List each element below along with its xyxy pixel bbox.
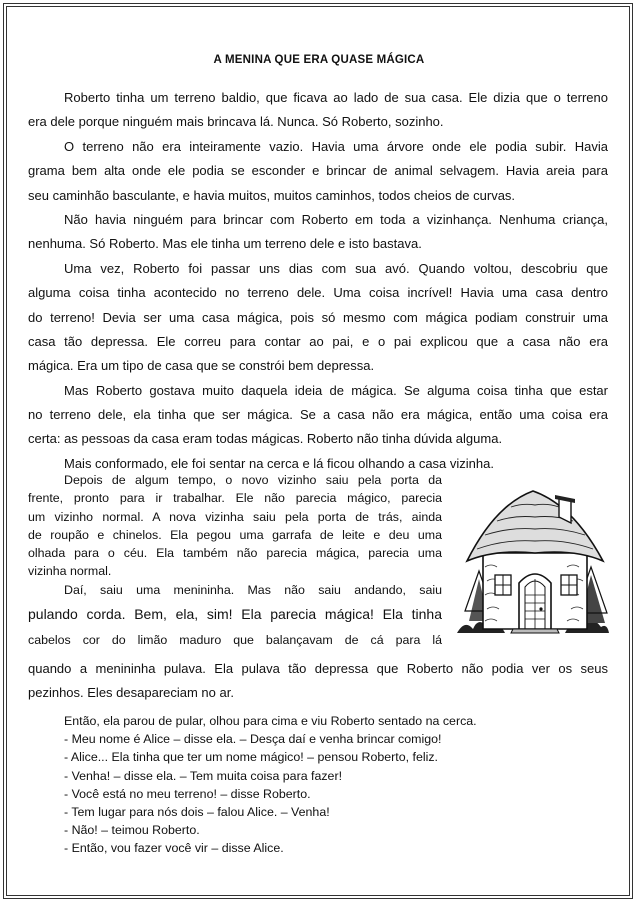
paragraph-2-line-1: O terreno não era inteiramente vazio. Havia uma árvore onde ele podia subir. Havia bbox=[64, 138, 608, 154]
paragraph-1-line-1: Roberto tinha um terreno baldio, que ficava ao lado de sua casa. Ele dizia que o terreno bbox=[64, 90, 608, 105]
wrapped-paragraph-1-line-1: Depois de algum tempo, o novo vizinho saiu pela porta da bbox=[64, 473, 442, 487]
paragraph-5-line-3: certa: as pessoas da casa eram todas mágicas. Roberto não tinha dúvida alguma. bbox=[28, 431, 503, 447]
paragraph-2-line-3: seu caminhão basculante, e havia muitos, muitos caminhos, todos cheios de curvas. bbox=[28, 187, 516, 203]
tail-line-1: quando a menininha pulava. Ela pulava tão depressa que Roberto não podia ver os seus bbox=[28, 661, 608, 676]
paragraph-4-line-2: alguma coisa tinha acontecido no terreno dele. Uma coisa incrível! Havia uma casa dentro bbox=[28, 285, 608, 301]
story-body-wrapped bbox=[28, 471, 442, 651]
paragraph-5-line-1: Mas Roberto gostava muito daquela ideia de mágica. Se alguma coisa tinha que estar bbox=[64, 382, 608, 398]
paragraph-4-line-3: do terreno! Devia ser uma casa mágica, pois só mesmo com mágica podiam construir uma bbox=[28, 309, 608, 325]
paragraph-4-line-4: casa tão depressa. Ele correu para contar ao pai, e o pai explicou que a casa não era bbox=[28, 333, 608, 349]
dialog-line-6: - Tem lugar para nós dois – falou Alice. – Venha! bbox=[64, 804, 330, 819]
wrapped-paragraph-1-line-3: um vizinho normal. A nova vizinha saiu pela porta de trás, ainda bbox=[28, 509, 442, 524]
wrapped-paragraph-2-line-3: cabelos cor do limão maduro que balançavam de cá para lá bbox=[28, 633, 442, 648]
wrapped-paragraph-1-line-2: frente, pronto para ir trabalhar. Ele não parecia mágico, parecia bbox=[28, 491, 442, 506]
paragraph-2-line-2: grama bem alta onde ele podia se esconder e brincar de animal selvagem. Havia areia para bbox=[28, 163, 608, 179]
dialog-line-1: Então, ela parou de pular, olhou para cima e viu Roberto sentado na cerca. bbox=[64, 714, 477, 728]
story-title: A MENINA QUE ERA QUASE MÁGICA bbox=[213, 54, 425, 66]
paragraph-1-line-2: era dele porque ninguém mais brincava lá. Nunca. Só Roberto, sozinho. bbox=[28, 114, 444, 130]
story-dialog bbox=[64, 712, 604, 858]
paragraph-3-line-2: nenhuma. Só Roberto. Mas ele tinha um terreno dele e isto bastava. bbox=[28, 236, 422, 252]
paragraph-4-line-1: Uma vez, Roberto foi passar uns dias com sua avó. Quando voltou, descobriu que bbox=[64, 260, 608, 276]
paragraph-3-line-1: Não havia ninguém para brincar com Roberto em toda a vizinhança. Nenhuma criança, bbox=[64, 211, 608, 227]
wrapped-paragraph-1-line-5: olhada para o céu. Ela também não parecia mágica, parecia uma bbox=[28, 546, 442, 561]
dialog-line-2: - Meu nome é Alice – disse ela. – Desça daí e venha brincar comigo! bbox=[64, 732, 442, 747]
wrapped-paragraph-2-line-2: pulando corda. Bem, ela, sim! Ela parecia mágica! Ela tinha bbox=[28, 606, 442, 623]
wrapped-paragraph-1-line-6: vizinha normal. bbox=[28, 564, 112, 579]
story-body-upper bbox=[28, 88, 608, 478]
wrapped-paragraph-2-line-1: Daí, saiu uma menininha. Mas não saiu andando, saiu bbox=[64, 582, 442, 597]
tail-line-2: pezinhos. Eles desapareciam no ar. bbox=[28, 685, 234, 701]
dialog-line-3: - Alice... Ela tinha que ter um nome mágico! – pensou Roberto, feliz. bbox=[64, 750, 438, 765]
house-illustration-icon bbox=[455, 483, 611, 635]
paragraph-6-line-1: Mais conformado, ele foi sentar na cerca e lá ficou olhando a casa vizinha. bbox=[64, 455, 494, 471]
paragraph-5-line-2: no terreno dele, ela tinha que ser mágica. Se a casa não era mágica, então uma coisa era bbox=[28, 407, 608, 423]
dialog-line-7: - Não! – teimou Roberto. bbox=[64, 823, 200, 838]
dialog-line-5: - Você está no meu terreno! – disse Roberto. bbox=[64, 786, 311, 801]
paragraph-4-line-5: mágica. Era um tipo de casa que se constrói bem depressa. bbox=[28, 358, 375, 374]
dialog-line-4: - Venha! – disse ela. – Tem muita coisa para fazer! bbox=[64, 768, 343, 783]
dialog-line-8: - Então, vou fazer você vir – disse Alice. bbox=[64, 841, 284, 856]
wrapped-paragraph-1-line-4: de roupão e chinelos. Ela pegou uma garrafa de leite e deu uma bbox=[28, 527, 442, 542]
story-body-tail bbox=[28, 659, 608, 708]
